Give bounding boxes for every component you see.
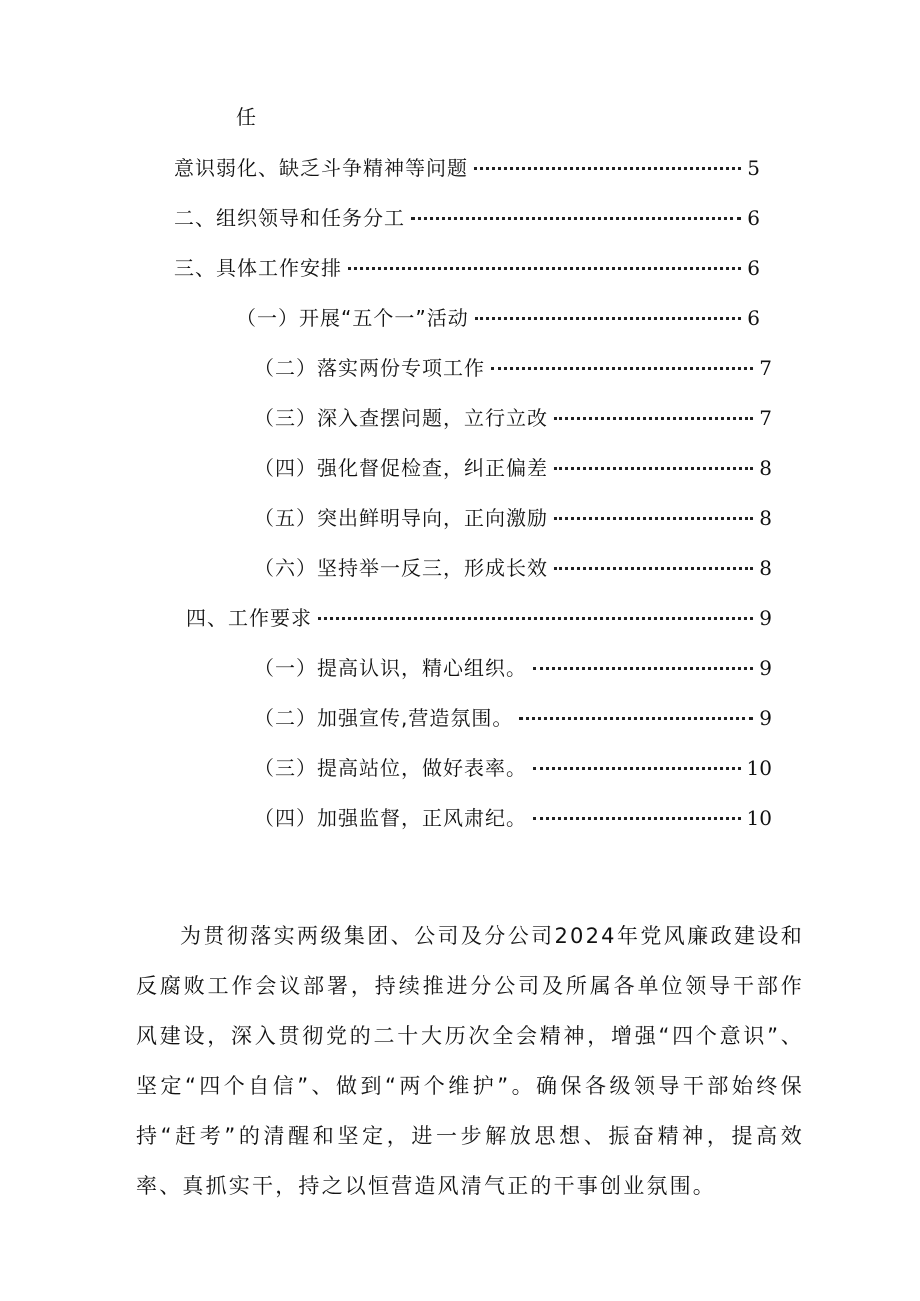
- toc-entry[interactable]: [254, 352, 772, 382]
- toc-entry[interactable]: [174, 252, 760, 282]
- toc-entry-text: （六）坚持举一反三，形成长效: [254, 556, 548, 580]
- toc-entry-text: （四）加强监督，正风肃纪。: [254, 806, 527, 830]
- toc-leader-dots: [554, 517, 753, 520]
- toc-entry[interactable]: [254, 652, 772, 682]
- toc-entry-page: 6: [747, 206, 760, 230]
- toc-entry-page: 6: [747, 256, 760, 280]
- toc-entry-page: 8: [759, 456, 772, 480]
- toc-leader-dots: [474, 167, 741, 170]
- toc-entry[interactable]: [254, 752, 772, 782]
- toc-entry-page: 10: [746, 806, 772, 830]
- toc-leader-dots: [519, 717, 753, 720]
- toc-entry[interactable]: [254, 502, 772, 532]
- toc-entry-text: （五）突出鲜明导向，正向激励: [254, 506, 548, 530]
- toc-entry[interactable]: [254, 452, 772, 482]
- toc-entry[interactable]: [254, 802, 772, 832]
- toc-leader-dots: [533, 667, 753, 670]
- toc-entry-page: 5: [747, 156, 760, 180]
- toc-entry-text: （二）落实两份专项工作: [254, 356, 485, 380]
- toc-entry[interactable]: [236, 302, 760, 332]
- toc-entry-page: 7: [759, 406, 772, 430]
- toc-entry-page: 8: [759, 506, 772, 530]
- toc-leader-dots: [554, 567, 753, 570]
- toc-entry-page: 9: [759, 706, 772, 730]
- toc-entry-page: 8: [759, 556, 772, 580]
- toc-entry-text: 四、工作要求: [186, 606, 312, 630]
- toc-entry-page: 10: [746, 756, 772, 780]
- toc-leader-dots: [554, 467, 753, 470]
- toc-entry-text: 意识弱化、缺乏斗争精神等问题: [174, 156, 468, 180]
- toc-entry[interactable]: [254, 402, 772, 432]
- toc-entry-page: 9: [759, 606, 772, 630]
- toc-leader-dots: [475, 317, 742, 320]
- toc-entry-text: 三、具体工作安排: [174, 256, 342, 280]
- body-paragraph: 为贯彻落实两级集团、公司及分公司2024年党风廉政建设和反腐败工作会议部署，持续推进分公司及所属各单位领导干部作风建设，深入贯彻党的二十大历次全会精神，增强“四个意识”、坚定“四个自信”、做到“两个维护”。确保各级领导干部始终保持“赶考”的清醒和坚定，进一步解放思想、振奋精神，提高效率、真抓实干，持之以恒营造风清气正的干事创业氛围。: [136, 924, 804, 1198]
- toc-entry-text: （四）强化督促检查，纠正偏差: [254, 456, 548, 480]
- toc-entry[interactable]: [174, 202, 760, 232]
- toc-entry-text: （三）提高站位，做好表率。: [254, 756, 527, 780]
- toc-leader-dots: [318, 617, 753, 620]
- toc-entry[interactable]: [254, 552, 772, 582]
- toc-entry-page: 7: [759, 356, 772, 380]
- toc-entry[interactable]: [254, 702, 772, 732]
- toc-entry-text: （三）深入查摆问题，立行立改: [254, 406, 548, 430]
- toc-entry-page: 9: [759, 656, 772, 680]
- toc-leader-dots: [491, 367, 753, 370]
- toc-entry-text: （一）提高认识，精心组织。: [254, 656, 527, 680]
- toc-entry-text: （二）加强宣传,营造氛围。: [254, 706, 514, 730]
- toc-leader-dots: [533, 817, 741, 820]
- toc-leader-dots: [411, 217, 741, 220]
- toc-heading-fragment: 任: [236, 105, 256, 129]
- toc-leader-dots: [554, 417, 753, 420]
- toc-entry-text: （一）开展“五个一”活动: [236, 306, 469, 330]
- toc-entry[interactable]: [174, 152, 760, 182]
- toc-leader-dots: [348, 267, 741, 270]
- toc-entry-page: 6: [747, 306, 760, 330]
- toc-leader-dots: [533, 767, 741, 770]
- toc-entry[interactable]: [186, 602, 772, 632]
- toc-entry-text: 二、组织领导和任务分工: [174, 206, 405, 230]
